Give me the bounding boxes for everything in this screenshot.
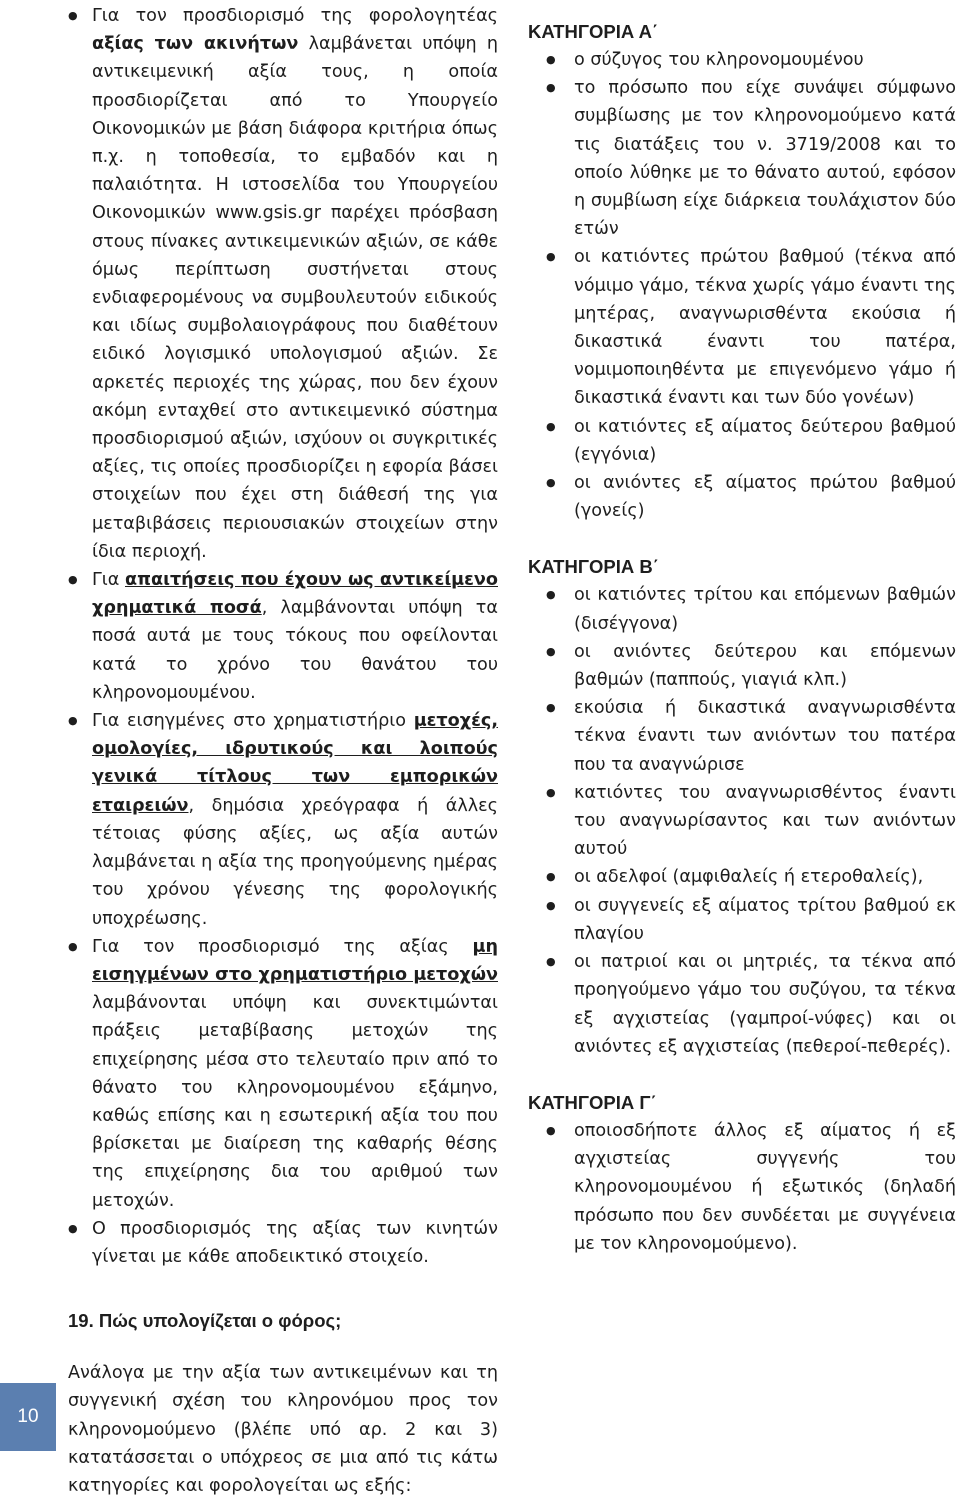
category-c-title: ΚΑΤΗΓΟΡΙΑ Γ΄ <box>528 1091 657 1113</box>
section-heading: 19. Πώς υπολογίζεται ο φόρος; <box>68 1310 342 1332</box>
list-item: ● οι ανιόντες εξ αίματος πρώτου βαθμού (γονείς) <box>528 469 956 525</box>
list-item: ● οι αδελφοί (αμφιθαλείς ή ετεροθαλείς), <box>528 863 956 891</box>
page-number: 10 <box>0 1383 56 1451</box>
category-b-list <box>528 581 956 1060</box>
list-item: ● Για τον προσδιορισμό της αξίας μη εισηγμένων στο χρηματιστήριο μετοχών λαμβάνονται υπόψη και συνεκτιμώνται πράξεις μεταβίβασης μετοχών της επιχείρησης μέσα στο τελευταίο πριν από το θάνατο του κληρονομουμένου εξάμηνο, καθώς επίσης και η εσωτερική αξία του που βρίσκεται με διαίρεση της καθαρής θέσης της επιχείρησης δια του αριθμού των μετοχών. <box>68 933 498 1215</box>
list-item: ● κατιόντες του αναγνωρισθέντος έναντι του αναγνωρίσαντος και των ανιόντων αυτού <box>528 779 956 864</box>
category-b-title: ΚΑΤΗΓΟΡΙΑ Β΄ <box>528 556 659 578</box>
list-item: ● Για τον προσδιορισμό της φορολογητέας αξίας των ακινήτων λαμβάνεται υπόψη η αντικειμενική αξία τους, η οποία προσδιορίζεται από το Υπουργείο Οικονομικών με βάση διάφορα κριτήρια όπως π.χ. η τοποθεσία, το εμβαδόν και η παλαιότητα. Η ιστοσελίδα του Υπουργείου Οικονομικών www.gsis.gr παρέχει πρόσβαση στους πίνακες αντικειμενικών αξιών, σε κάθε όμως περίπτωση συστήνεται στους ενδιαφερομένους να συμβουλευτούν ειδικούς και ιδίως συμβολαιογράφους που διαθέτουν ειδικό λογισμικό υπολογισμού αξιών. Σε αρκετές περιοχές της χώρας, που δεν έχουν ακόμη ενταχθεί στο αντικειμενικό σύστημα προσδιορισμού αξιών, ισχύουν οι συγκριτικές αξίες, τις οποίες προσδιορίζει η εφορία βάσει στοιχείων που έχει στη διάθεσή της για μεταβιβάσεις περιουσιακών στοιχείων στην ίδια περιοχή. <box>68 2 498 566</box>
list-item: ● οι ανιόντες δεύτερου και επόμενων βαθμών (παππούς, γιαγιά κλπ.) <box>528 638 956 694</box>
list-item: ● οποιοσδήποτε άλλος εξ αίματος ή εξ αγχιστείας συγγενής του κληρονομουμένου ή εξωτικός (δηλαδή πρόσωπο που δεν συνδέεται με συγγένεια με τον κληρονομούμενο). <box>528 1117 956 1258</box>
list-item: ● οι κατιόντες πρώτου βαθμού (τέκνα από νόμιμο γάμο, τέκνα χωρίς γάμο έναντι της μητέρας, αναγνωρισθέντα εκούσια ή δικαστικά έναντι του πατέρα, νομιμοποιηθέντα με επιγενόμενο γάμο ή δικαστικά έναντι και των δύο γονέων) <box>528 243 956 412</box>
category-c-list <box>528 1117 956 1258</box>
list-item: ● οι κατιόντες τρίτου και επόμενων βαθμών (δισέγγονα) <box>528 581 956 637</box>
list-item: ● οι κατιόντες εξ αίματος δεύτερου βαθμού (εγγόνια) <box>528 413 956 469</box>
list-item: ● Για απαιτήσεις που έχουν ως αντικείμενο χρηματικά ποσά, λαμβάνονται υπόψη τα ποσά αυτά με τους τόκους που οφείλονται κατά το χρόνο του θανάτου του κληρονομουμένου. <box>68 566 498 707</box>
list-item: ● το πρόσωπο που είχε συνάψει σύμφωνο συμβίωσης με τον κληρονομούμενο κατά τις διατάξεις του ν. 3719/2008 και το οποίο λύθηκε με το θάνατο αυτού, εφόσον η συμβίωση είχε διάρκεια τουλάχιστον δύο ετών <box>528 74 956 243</box>
list-item: ● ο σύζυγος του κληρονομουμένου <box>528 46 956 74</box>
right-column <box>528 18 956 1258</box>
list-item: ● οι συγγενείς εξ αίματος τρίτου βαθμού εκ πλαγίου <box>528 892 956 948</box>
section-paragraph: Ανάλογα με την αξία των αντικειμένων και τη συγγενική σχέση του κληρονόμου προς τον κληρονομούμενο (βλέπε υπό αρ. 2 και 3) κατατάσσεται ο υπόχρεος σε μια από τις κάτω κατηγορίες και φορολογείται ως εξής: <box>68 1363 498 1496</box>
list-item: ● εκούσια ή δικαστικά αναγνωρισθέντα τέκνα έναντι των ανιόντων του πατέρα που τα αναγνώρισε <box>528 694 956 779</box>
category-a-title: ΚΑΤΗΓΟΡΙΑ Α΄ <box>528 21 659 42</box>
list-item: ● Ο προσδιορισμός της αξίας των κινητών γίνεται με κάθε αποδεικτικό στοιχείο. <box>68 1215 498 1271</box>
category-a-list <box>528 46 956 525</box>
list-item: ● οι πατριοί και οι μητριές, τα τέκνα από προηγούμενο γάμο του συζύγου, τα τέκνα εξ αγχιστείας (γαμπροί-νύφες) και οι ανιόντες εξ αγχιστείας (πεθεροί-πεθερές). <box>528 948 956 1061</box>
list-item: ● Για εισηγμένες στο χρηματιστήριο μετοχές, ομολογίες, ιδρυτικούς και λοιπούς γενικά τίτλους των εμπορικών εταιρειών, δημόσια χρεόγραφα ή άλλες τέτοιας φύσης αξίες, ως αξία αυτών λαμβάνεται η αξία της προηγούμενης ημέρας του χρόνου γένεσης της φορολογικής υποχρέωσης. <box>68 707 498 933</box>
left-column <box>68 2 498 1500</box>
